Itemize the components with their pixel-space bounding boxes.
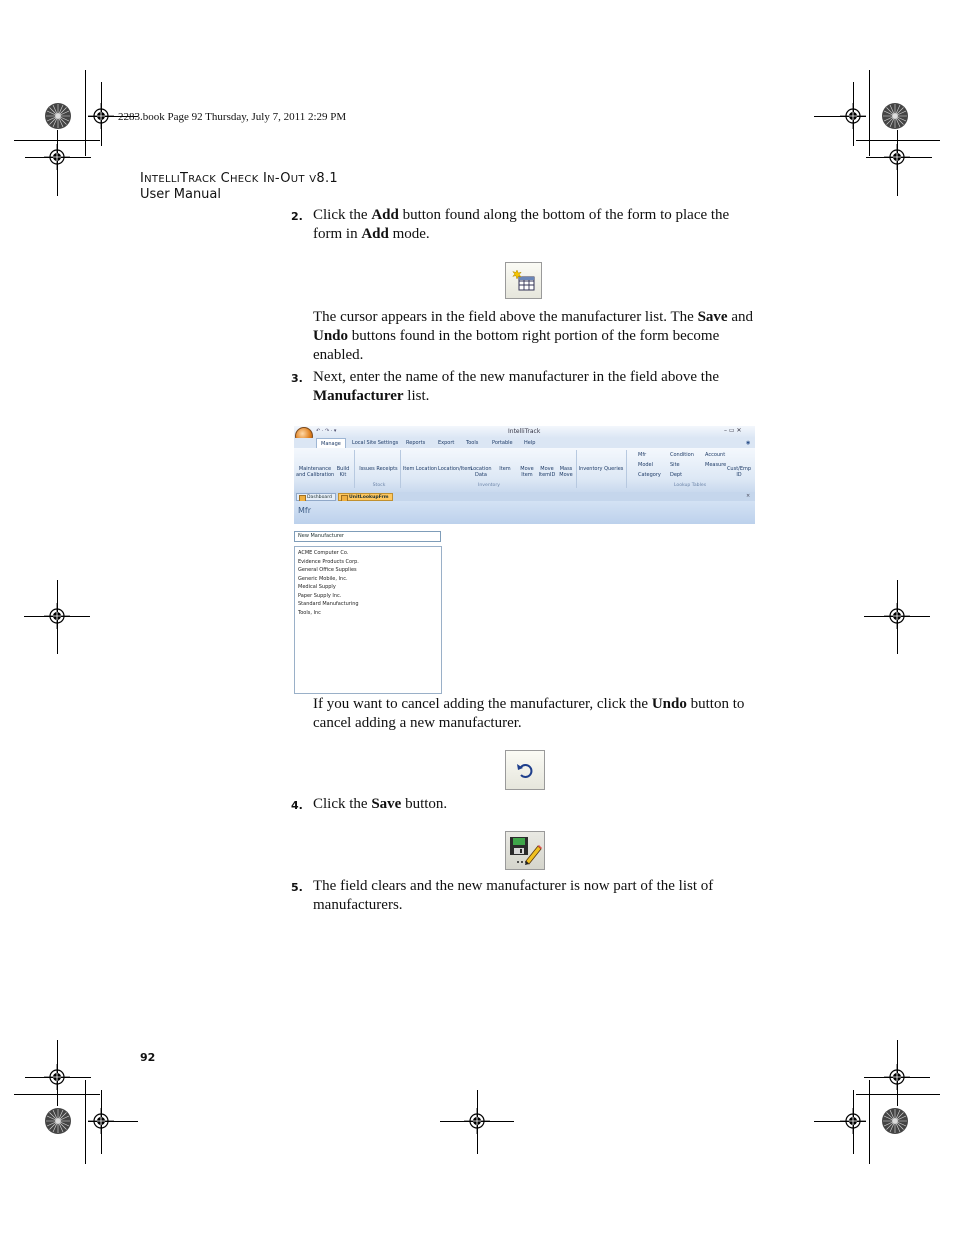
tab-portable[interactable]: Portable (492, 440, 513, 446)
registration-mark-icon (88, 103, 114, 129)
undo-icon (514, 759, 536, 781)
doc-tab-label: Dashboard (307, 495, 332, 500)
header-title-part: UT (290, 174, 305, 185)
window-title: IntelliTrack (508, 428, 541, 435)
step-number: 3. (291, 372, 303, 385)
crop-line (869, 70, 870, 156)
close-icon[interactable]: × (746, 493, 751, 499)
header-title-part: I (140, 171, 145, 186)
ribbon-cust-emp-id[interactable]: Cust/Emp ID (726, 466, 752, 478)
star-target-icon (882, 103, 908, 129)
header-title-part: N (267, 174, 275, 185)
list-item[interactable]: Tools, Inc (298, 609, 321, 616)
bold-term: Undo (651, 696, 687, 712)
undo-button[interactable] (505, 750, 545, 790)
ribbon-account[interactable]: Account (705, 452, 726, 458)
ribbon-item[interactable]: Item (499, 466, 511, 472)
list-item[interactable]: ACME Computer Co. (298, 550, 349, 556)
step-text (313, 206, 758, 244)
crop-line (869, 1080, 870, 1164)
manufacturer-input[interactable]: New Manufacturer (294, 531, 441, 542)
manufacturer-list[interactable] (294, 546, 442, 694)
ribbon-receipts[interactable]: Receipts (376, 466, 398, 472)
tab-help[interactable]: Help (524, 440, 536, 446)
crop-line (85, 70, 86, 156)
ribbon-location-data[interactable]: Location Data (470, 466, 492, 478)
ribbon-model[interactable]: Model (638, 462, 654, 468)
header-title-part: T (179, 171, 189, 186)
text-run: button found along the bottom of the form to place the form in (313, 207, 730, 242)
ribbon-site[interactable]: Site (670, 462, 680, 468)
doc-tab-label: UnitLookupFrm (349, 495, 389, 500)
ribbon-separator (626, 450, 627, 488)
registration-mark-icon (464, 1108, 490, 1134)
bold-term: Manufacturer (313, 388, 404, 404)
registration-mark-icon (884, 603, 910, 629)
header-title-part: I (258, 171, 268, 186)
save-icon (508, 835, 542, 867)
text-run: button to cancel adding a new manufacturer. (313, 696, 745, 731)
ribbon-maintenance-calibration[interactable]: Maintenance and Calibration (296, 466, 335, 478)
tab-tools[interactable]: Tools (466, 440, 479, 446)
document-tabs (294, 492, 755, 501)
header-title-part: -O (274, 171, 291, 186)
cancel-paragraph (313, 695, 761, 733)
header-title-part: RACK (188, 174, 217, 185)
ribbon-category[interactable]: Category (638, 472, 661, 478)
list-item[interactable]: Generic Mobile, Inc. (298, 575, 348, 582)
ribbon-separator (354, 450, 355, 488)
add-record-icon (511, 268, 537, 294)
window-controls[interactable]: – ▭ ✕ (724, 427, 742, 434)
window-titlebar (294, 426, 755, 438)
doc-tab-dashboard[interactable] (296, 493, 336, 501)
ribbon-move-item[interactable]: Move Item (520, 466, 534, 478)
bold-term: Save (697, 309, 728, 325)
text-run: The cursor appears in the field above the manufacturer list. The (313, 309, 698, 325)
ribbon-separator (576, 450, 577, 488)
crop-line (856, 140, 940, 141)
ribbon-inventory-queries[interactable]: Inventory Queries (578, 466, 624, 472)
step-text (313, 368, 758, 406)
ribbon-build-kit[interactable]: Build Kit (336, 466, 350, 478)
ribbon-separator (400, 450, 401, 488)
step-text (313, 795, 758, 814)
registration-mark-icon (884, 1064, 910, 1090)
star-target-icon (45, 1108, 71, 1134)
tab-manage[interactable]: Manage (316, 438, 346, 448)
registration-mark-icon (44, 1064, 70, 1090)
ribbon-mass-move[interactable]: Mass Move (559, 466, 573, 478)
text-run: mode. (388, 226, 430, 242)
text-run: and (727, 309, 753, 325)
ribbon-group-inventory: Inventory (478, 483, 500, 488)
list-item[interactable]: Evidence Products Corp. (298, 558, 359, 565)
header-title-part: NTELLI (144, 174, 180, 185)
ribbon (294, 448, 755, 493)
ribbon-group-stock: Stock (372, 483, 386, 488)
cursor-paragraph (313, 308, 761, 365)
form-title: Mfr (298, 506, 312, 515)
add-button[interactable] (505, 262, 542, 299)
help-icon[interactable]: ◉ (746, 440, 751, 446)
star-target-icon (882, 1108, 908, 1134)
ribbon-condition[interactable]: Condition (670, 452, 694, 458)
header-title-part: 8.1 (316, 171, 338, 186)
header-title-part: V (309, 174, 317, 185)
crop-line (14, 1094, 100, 1095)
list-item[interactable]: General Office Supplies (298, 567, 357, 573)
text-run: buttons found in the bottom right portion of the form become enabled. (313, 328, 720, 363)
ribbon-issues[interactable]: Issues (359, 466, 375, 472)
registration-mark-icon (44, 603, 70, 629)
ribbon-move-itemid[interactable]: Move ItemID (538, 466, 556, 478)
step-number: 2. (291, 210, 303, 223)
text-run: list. (403, 388, 430, 404)
tab-reports[interactable]: Reports (406, 440, 426, 446)
tab-export[interactable]: Export (438, 440, 455, 446)
ribbon-location-item[interactable]: Location/Item (438, 466, 473, 472)
slug-line: 2283.book Page 92 Thursday, July 7, 2011 2:29 PM (118, 111, 347, 123)
header-title-part: C (216, 171, 230, 186)
page-number: 92 (140, 1051, 156, 1064)
running-header-subtitle: User Manual (140, 187, 222, 202)
list-item[interactable]: Paper Supply Inc. (298, 592, 342, 599)
ribbon-measure[interactable]: Measure (705, 462, 727, 468)
text-run: Next, enter the name of the new manufacturer in the field above the (313, 369, 720, 385)
list-item[interactable]: Medical Supply (298, 584, 336, 590)
registration-mark-icon (840, 103, 866, 129)
ribbon-item-location[interactable]: Item Location (402, 466, 438, 472)
form-body (294, 524, 755, 694)
tab-local-site-settings[interactable]: Local Site Settings (352, 440, 399, 446)
crop-line (85, 1080, 86, 1164)
save-button[interactable] (505, 831, 545, 870)
star-target-icon (45, 103, 71, 129)
form-header (294, 501, 755, 524)
quick-access-toolbar[interactable]: ↶ · ↷ · ▾ (316, 428, 337, 434)
ribbon-group-lookup-tables: Lookup Tables (673, 483, 707, 488)
bold-term: Add (371, 207, 399, 223)
step-number: 5. (291, 881, 303, 894)
registration-mark-icon (840, 1108, 866, 1134)
app-screenshot (294, 426, 755, 694)
step-number: 4. (291, 799, 303, 812)
text-run: If you want to cancel adding the manufacturer, click the (313, 696, 652, 712)
ribbon-dept[interactable]: Dept (670, 472, 683, 478)
text-run: Click the (313, 796, 372, 812)
registration-mark-icon (88, 1108, 114, 1134)
bold-term: Undo (313, 328, 349, 344)
step-text: The field clears and the new manufacturer is now part of the list of manufacturers. (313, 878, 714, 913)
text-run: Click the (313, 207, 372, 223)
running-header-title (140, 171, 338, 186)
header-title-part: HECK (229, 174, 259, 185)
registration-mark-icon (884, 144, 910, 170)
text-run: button. (401, 796, 448, 812)
registration-mark-icon (44, 144, 70, 170)
ribbon-mfr[interactable]: Mfr (638, 452, 647, 458)
bold-term: Save (371, 796, 402, 812)
list-item[interactable]: Standard Manufacturing (298, 601, 359, 607)
doc-tab-unitlookupfrm[interactable] (338, 493, 393, 501)
bold-term: Add (361, 226, 389, 242)
